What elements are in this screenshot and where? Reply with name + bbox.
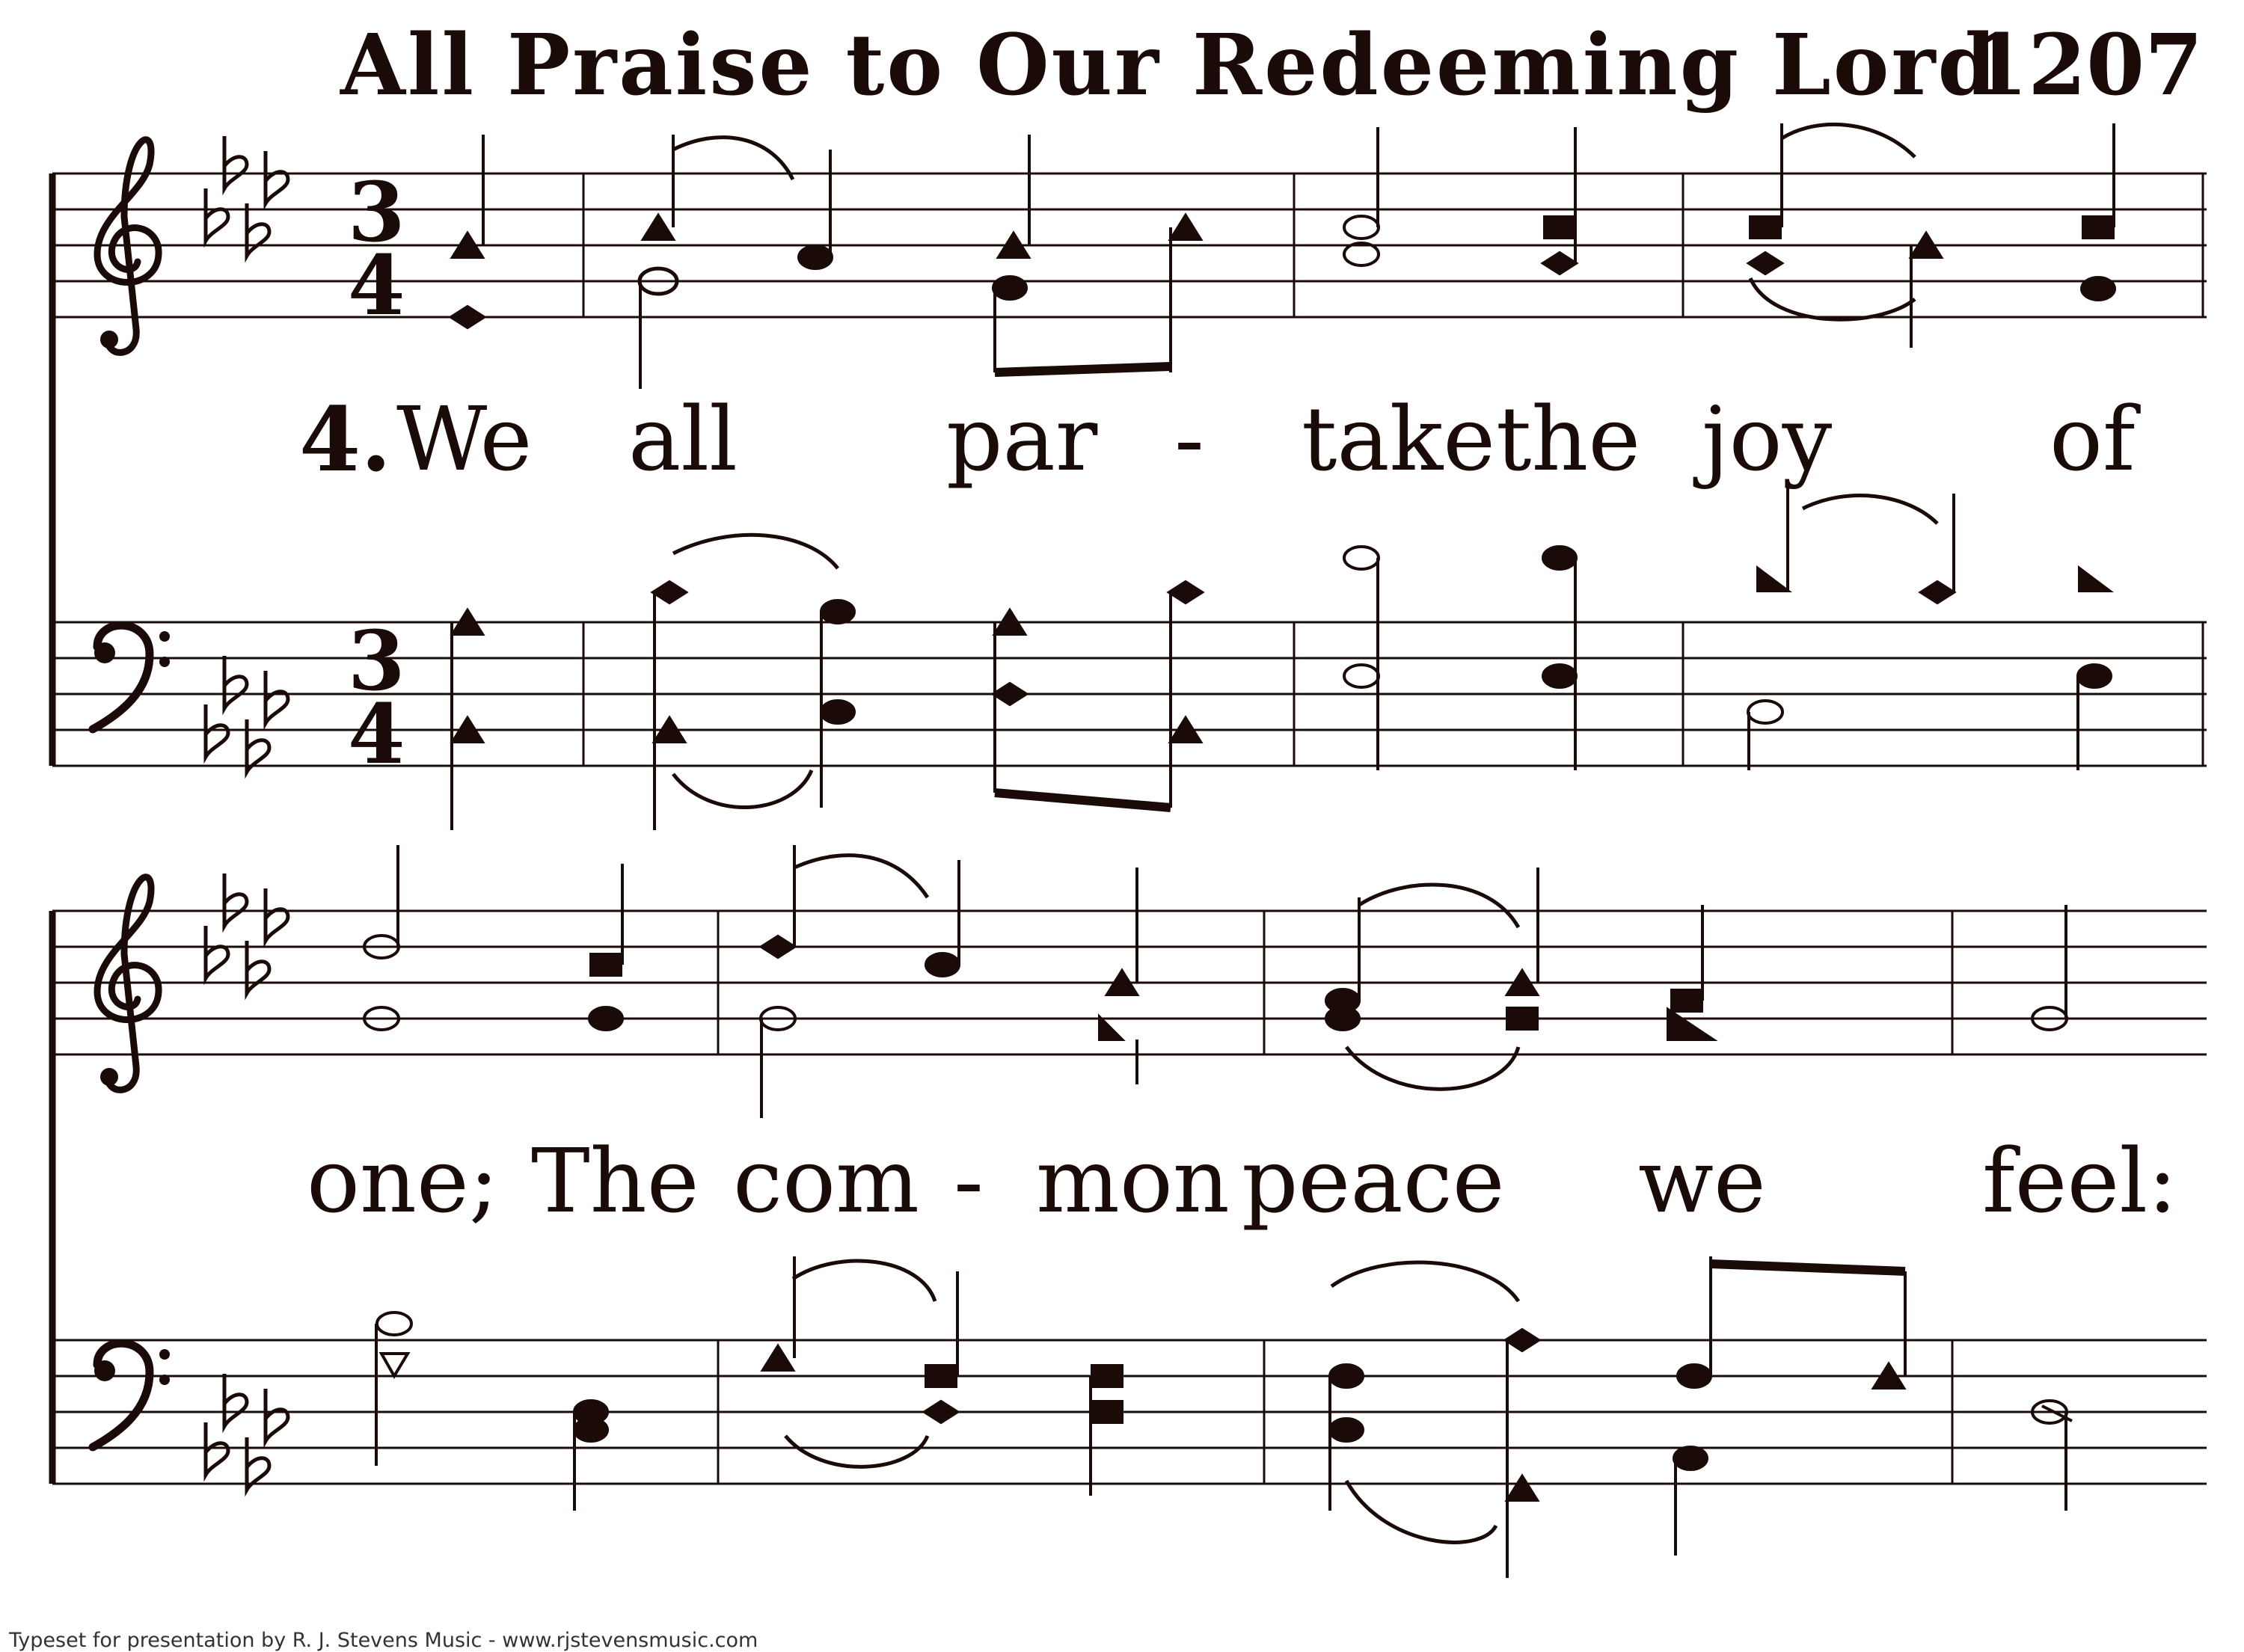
key-signature-flats-icon xyxy=(206,1374,288,1490)
lyric-syllable: joy xyxy=(1702,387,1833,491)
hymn-number: 1207 xyxy=(1969,16,2203,114)
bass-clef-icon xyxy=(93,1343,170,1447)
footer-credit: Typeset for presentation by R. J. Stevens Music - www.rjstevensmusic.com xyxy=(9,1629,758,1652)
system-2-bass-notes xyxy=(376,1256,2072,1578)
lyric-syllable: com xyxy=(733,1129,920,1232)
lyric-syllable: take xyxy=(1302,387,1496,491)
lyric-syllable: the xyxy=(1496,387,1641,491)
lyric-syllable: par xyxy=(946,387,1098,491)
lyric-syllable: feel: xyxy=(1982,1129,2177,1232)
time-signature-bottom: 4 xyxy=(348,237,405,334)
lyric-syllable: The xyxy=(531,1129,699,1232)
hymn-title: All Praise to Our Redeeming Lord xyxy=(340,16,1999,114)
lyric-syllable: mon xyxy=(1036,1129,1230,1232)
lyric-syllable: one; xyxy=(307,1129,499,1232)
key-signature-flats-icon xyxy=(206,873,288,993)
time-signature-top: 3 xyxy=(348,612,405,709)
key-signature-flats-icon xyxy=(206,136,288,256)
lyric-syllable: We xyxy=(396,387,533,491)
lyric-syllable: we xyxy=(1638,1129,1766,1232)
system-1-bass-notes xyxy=(452,482,2111,830)
verse-number: 4. xyxy=(299,387,392,491)
system-1-treble-notes xyxy=(451,123,2115,389)
bass-clef-icon xyxy=(93,625,170,729)
key-signature-flats-icon xyxy=(206,656,288,772)
lyric-syllable: peace xyxy=(1242,1129,1505,1232)
time-signature-bottom: 4 xyxy=(348,686,405,782)
lyric-syllable: - xyxy=(1174,387,1204,491)
lyric-syllable: - xyxy=(954,1129,984,1232)
lyric-syllable: all xyxy=(628,387,738,491)
time-signature-top: 3 xyxy=(348,164,405,260)
lyric-syllable: of xyxy=(2050,387,2136,491)
